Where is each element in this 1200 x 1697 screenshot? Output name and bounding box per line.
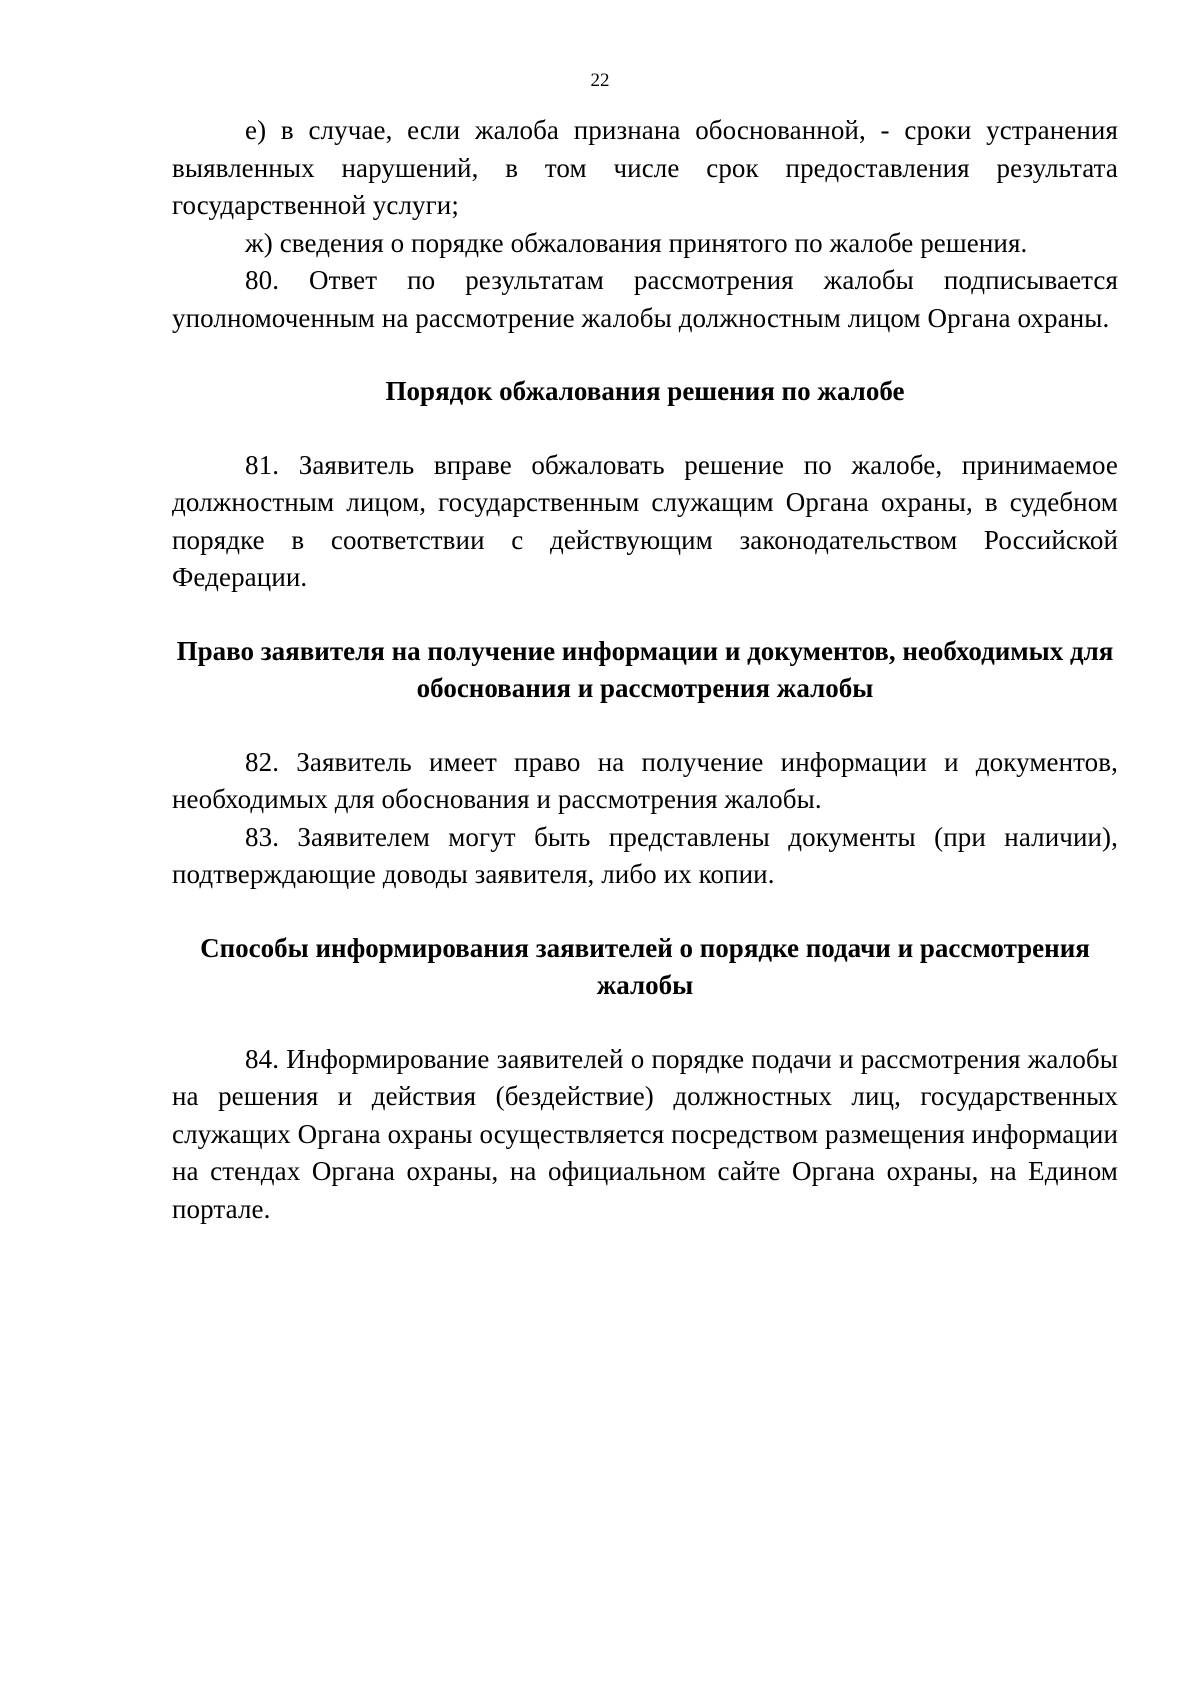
section-heading-right-to-information: Право заявителя на получение информации и документов, необходимых для обоснования и рассмотрения жалобы <box>176 635 1114 703</box>
section-heading-appeal-procedure: Порядок обжалования решения по жалобе <box>385 376 905 406</box>
paragraph-84: 84. Информирование заявителей о порядке подачи и рассмотрения жалобы на решения и действия (бездействие) должностных лиц, государственных служащих Органа охраны осуществляется посредством размещения информации на стендах Органа охраны, на официальном сайте Органа охраны, на Едином портале. <box>172 1043 1118 1224</box>
paragraph-83: 83. Заявителем могут быть представлены документы (при наличии), подтверждающие доводы заявителя, либо их копии. <box>172 821 1118 889</box>
section-heading-informing-methods: Способы информирования заявителей о порядке подачи и рассмотрения жалобы <box>200 932 1090 1000</box>
paragraph-80: 80. Ответ по результатам рассмотрения жалобы подписывается уполномоченным на рассмотрение жалобы должностным лицом Органа охраны. <box>172 265 1118 333</box>
paragraph-e: е) в случае, если жалоба признана обоснованной, - сроки устранения выявленных нарушений, в том числе срок предоставления результата государственной услуги; <box>172 115 1118 220</box>
paragraph-81: 81. Заявитель вправе обжаловать решение по жалобе, принимаемое должностным лицом, государственным служащим Органа охраны, в судебном порядке в соответствии с действующим законодательством Российской Федерации. <box>172 449 1118 592</box>
page-number: 22 <box>590 70 610 91</box>
paragraph-82: 82. Заявитель имеет право на получение информации и документов, необходимых для обоснования и рассмотрения жалобы. <box>172 746 1118 814</box>
document-body <box>172 112 1118 1228</box>
paragraph-zh: ж) сведения о порядке обжалования принятого по жалобе решения. <box>245 227 1028 258</box>
